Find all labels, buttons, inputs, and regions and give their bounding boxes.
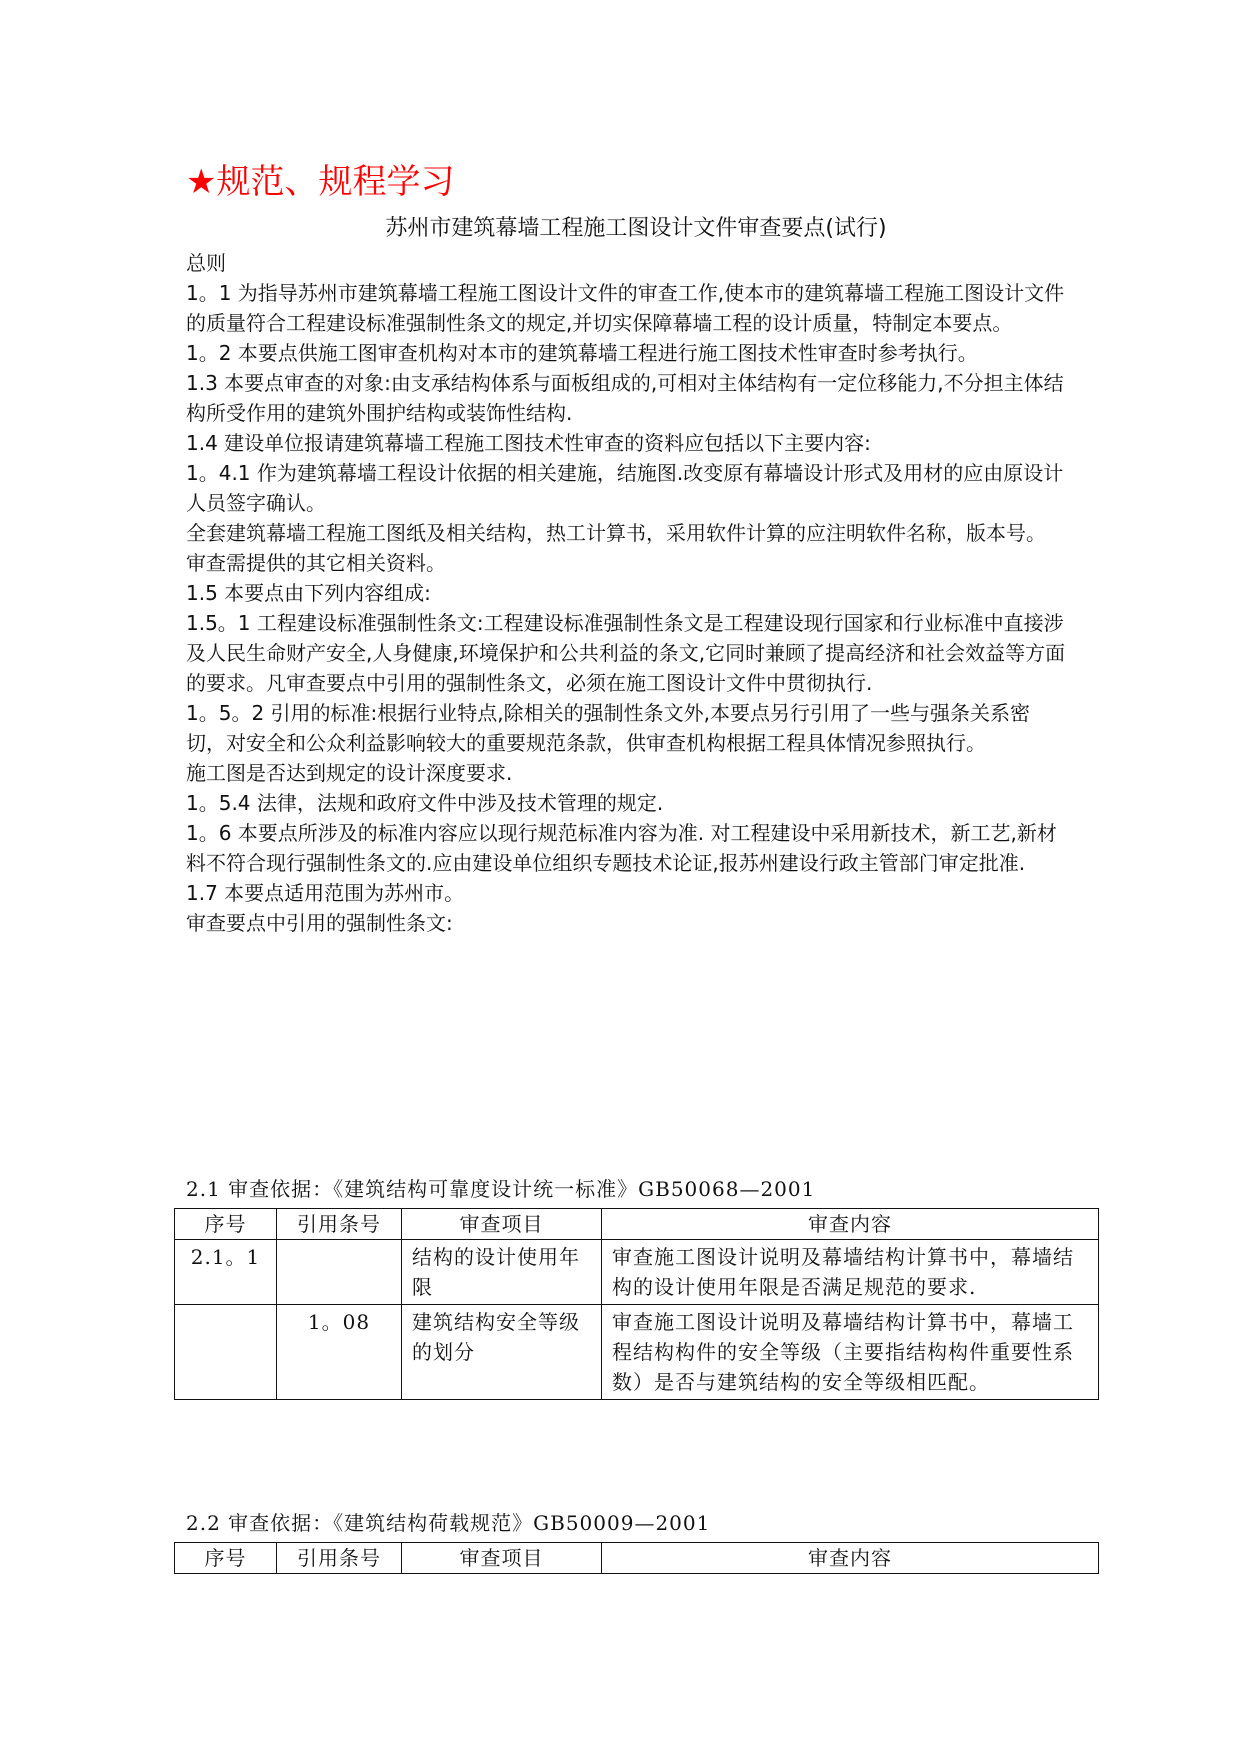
document-title: 苏州市建筑幕墙工程施工图设计文件审查要点(试行) [385, 216, 887, 241]
paragraph-design-depth: 施工图是否达到规定的设计深度要求. [186, 761, 513, 785]
cell-serial [175, 1305, 277, 1400]
paragraph-1-4-1: 1。4.1 作为建筑幕墙工程设计依据的相关建施，结施图.改变原有幕墙设计形式及用材的应由原设计人员签字确认。 [186, 461, 1064, 515]
paragraph-1-2: 1。2 本要点供施工图审查机构对本市的建筑幕墙工程进行施工图技术性审查时参考执行。 [186, 341, 978, 365]
paragraph-other-materials: 审查需提供的其它相关资料。 [186, 551, 446, 575]
cell-content: 审查施工图设计说明及幕墙结构计算书中，幕墙结构的设计使用年限是否满足规范的要求. [602, 1240, 1099, 1305]
paragraph-1-1: 1。1 为指导苏州市建筑幕墙工程施工图设计文件的审查工作,使本市的建筑幕墙工程施工图设计文件的质量符合工程建设标准强制性条文的规定,并切实保障幕墙工程的设计质量，特制定本要点。 [186, 281, 1065, 335]
cell-item: 建筑结构安全等级的划分 [402, 1305, 602, 1400]
header-content: 审查内容 [602, 1543, 1099, 1574]
review-table-1 [174, 1208, 1099, 1400]
header-item: 审查项目 [402, 1209, 602, 1240]
paragraph-1-5-4: 1。5.4 法律，法规和政府文件中涉及技术管理的规定. [186, 791, 664, 815]
table1-caption: 2.1 审查依据：《建筑结构可靠度设计统一标准》GB50068—2001 [186, 1177, 816, 1201]
body-text [186, 248, 1066, 938]
header-clause: 引用条号 [277, 1543, 402, 1574]
paragraph-1-4: 1.4 建设单位报请建筑幕墙工程施工图技术性审查的资料应包括以下主要内容: [186, 431, 871, 455]
header-content: 审查内容 [602, 1209, 1099, 1240]
header-serial: 序号 [175, 1543, 277, 1574]
cell-item: 结构的设计使用年限 [402, 1240, 602, 1305]
table-row [175, 1305, 1099, 1400]
paragraph-general: 总则 [186, 251, 226, 275]
table-row [175, 1240, 1099, 1305]
cell-clause: 1。08 [277, 1305, 402, 1400]
section-heading: ★规范、规程学习 [186, 162, 455, 202]
cell-clause [277, 1240, 402, 1305]
header-serial: 序号 [175, 1209, 277, 1240]
table2-caption: 2.2 审查依据：《建筑结构荷载规范》GB50009—2001 [186, 1511, 711, 1535]
cell-serial: 2.1。1 [175, 1240, 277, 1305]
header-item: 审查项目 [402, 1543, 602, 1574]
header-clause: 引用条号 [277, 1209, 402, 1240]
paragraph-1-6: 1。6 本要点所涉及的标准内容应以现行规范标准内容为准. 对工程建设中采用新技术，新工艺,新材料不符合现行强制性条文的.应由建设单位组织专题技术论证,报苏州建设行政主管部门审定批准. [186, 821, 1057, 875]
paragraph-1-5-1: 1.5。1 工程建设标准强制性条文:工程建设标准强制性条文是工程建设现行国家和行业标准中直接涉及人民生命财产安全,人身健康,环境保护和公共利益的条文,它同时兼顾了提高经济和社会效益等方面的要求。凡审查要点中引用的强制性条文，必须在施工图设计文件中贯彻执行. [186, 611, 1066, 695]
paragraph-1-3: 1.3 本要点审查的对象:由支承结构体系与面板组成的,可相对主体结构有一定位移能力,不分担主体结构所受作用的建筑外围护结构或装饰性结构. [186, 371, 1064, 425]
paragraph-drawings: 全套建筑幕墙工程施工图纸及相关结构，热工计算书，采用软件计算的应注明软件名称，版本号。 [186, 521, 1046, 545]
paragraph-1-7: 1.7 本要点适用范围为苏州市。 [186, 881, 465, 905]
paragraph-mandatory-clauses: 审查要点中引用的强制性条文: [186, 911, 453, 935]
review-table-2 [174, 1542, 1099, 1574]
table-header-row [175, 1543, 1099, 1574]
table-header-row [175, 1209, 1099, 1240]
paragraph-1-5-2: 1。5。2 引用的标准:根据行业特点,除相关的强制性条文外,本要点另行引用了一些与强条关系密切，对安全和公众利益影响较大的重要规范条款，供审查机构根据工程具体情况参照执行。 [186, 701, 1030, 755]
cell-content: 审查施工图设计说明及幕墙结构计算书中，幕墙工程结构构件的安全等级（主要指结构构件重要性系数）是否与建筑结构的安全等级相匹配。 [602, 1305, 1099, 1400]
paragraph-1-5: 1.5 本要点由下列内容组成: [186, 581, 431, 605]
